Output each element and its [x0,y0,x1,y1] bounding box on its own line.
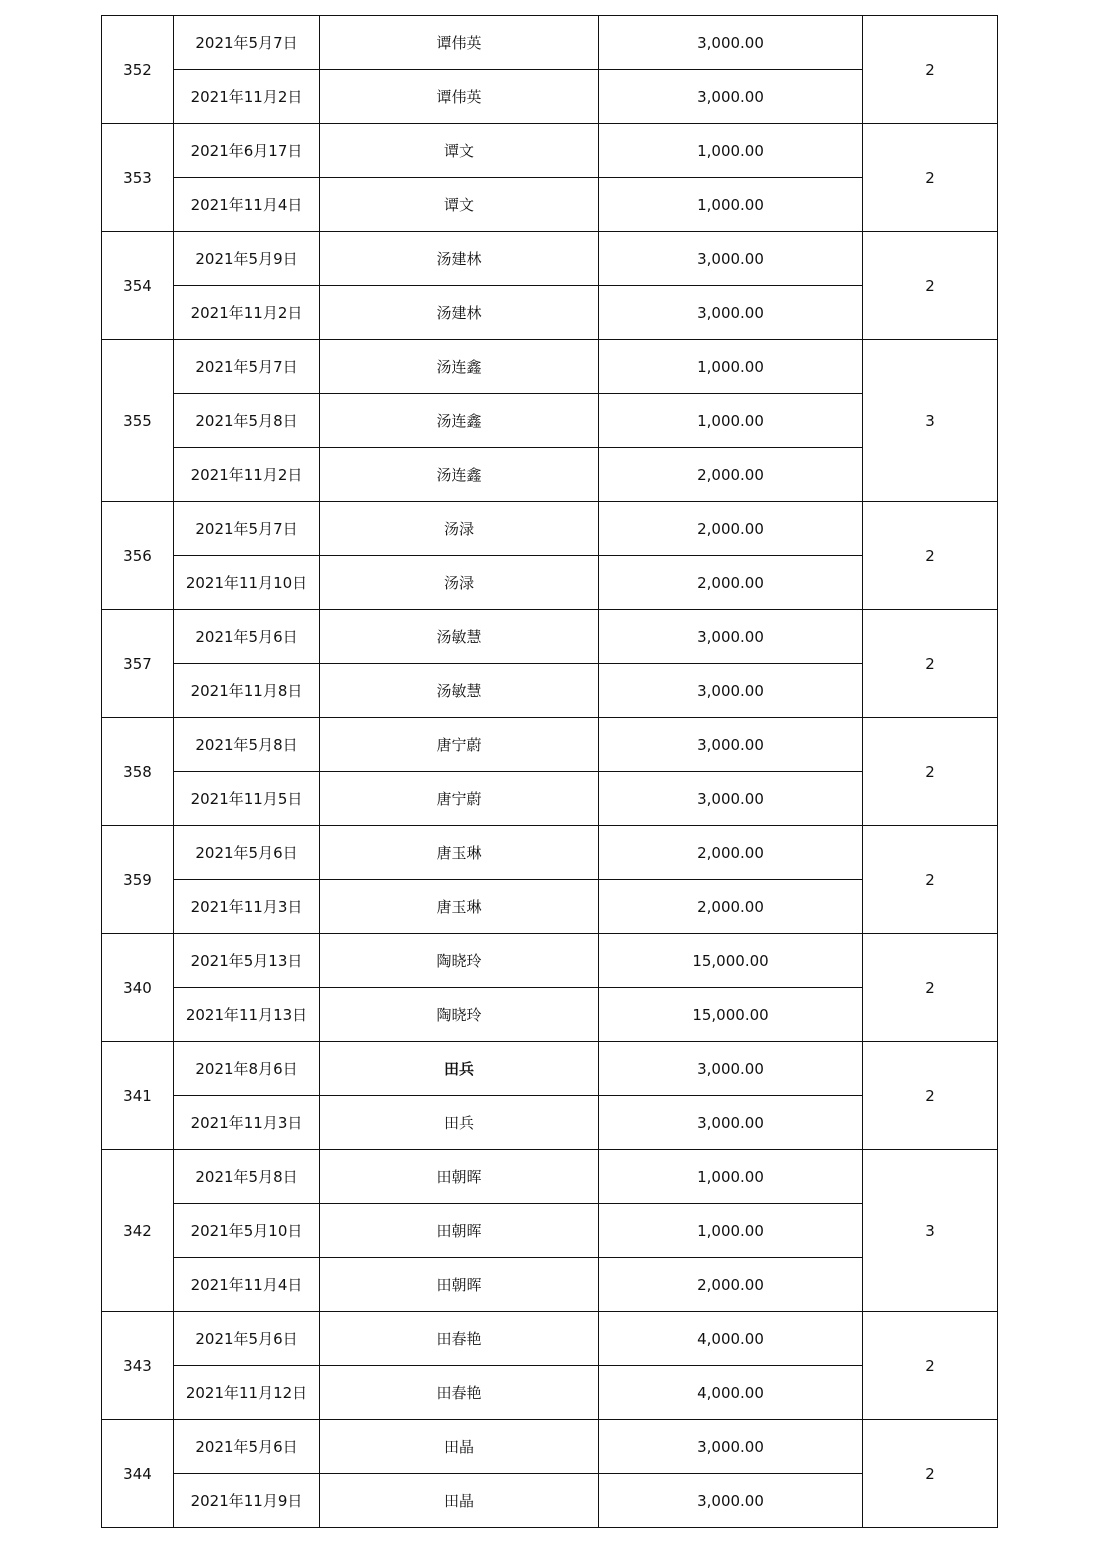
name-cell: 田春艳 [320,1312,599,1366]
amount-cell: 2,000.00 [599,448,863,502]
name-cell: 田朝晖 [320,1150,599,1204]
name-cell: 汤连鑫 [320,394,599,448]
amount-cell: 4,000.00 [599,1366,863,1420]
payment-count-cell: 2 [863,718,998,826]
date-cell: 2021年5月8日 [174,1150,320,1204]
name-cell: 谭文 [320,124,599,178]
amount-cell: 3,000.00 [599,718,863,772]
date-cell: 2021年5月8日 [174,394,320,448]
record-id-cell: 352 [102,16,174,124]
table-row [102,610,998,664]
record-id-cell: 354 [102,232,174,340]
record-table [101,15,998,1528]
date-cell: 2021年5月6日 [174,1312,320,1366]
date-cell: 2021年5月9日 [174,232,320,286]
payment-count-cell: 2 [863,610,998,718]
name-cell: 汤连鑫 [320,448,599,502]
table-row [102,826,998,880]
name-cell: 汤渌 [320,502,599,556]
name-cell: 田兵 [320,1096,599,1150]
date-cell: 2021年11月2日 [174,286,320,340]
amount-cell: 3,000.00 [599,772,863,826]
record-id-cell: 355 [102,340,174,502]
amount-cell: 2,000.00 [599,556,863,610]
amount-cell: 2,000.00 [599,826,863,880]
amount-cell: 3,000.00 [599,16,863,70]
table-row [102,124,998,178]
name-cell: 唐玉琳 [320,826,599,880]
table-row [102,1312,998,1366]
date-cell: 2021年11月9日 [174,1474,320,1528]
name-cell: 谭伟英 [320,16,599,70]
payment-count-cell: 2 [863,16,998,124]
amount-cell: 15,000.00 [599,934,863,988]
date-cell: 2021年11月8日 [174,664,320,718]
name-cell: 汤敏慧 [320,664,599,718]
payment-count-cell: 2 [863,502,998,610]
record-id-cell: 341 [102,1042,174,1150]
name-cell: 田兵 [320,1042,599,1096]
payment-count-cell: 2 [863,232,998,340]
amount-cell: 4,000.00 [599,1312,863,1366]
name-cell: 汤建林 [320,286,599,340]
date-cell: 2021年11月2日 [174,448,320,502]
date-cell: 2021年5月6日 [174,826,320,880]
name-cell: 汤建林 [320,232,599,286]
record-id-cell: 358 [102,718,174,826]
amount-cell: 3,000.00 [599,664,863,718]
payment-count-cell: 2 [863,1420,998,1528]
amount-cell: 1,000.00 [599,394,863,448]
table-row [102,340,998,394]
name-cell: 田朝晖 [320,1258,599,1312]
name-cell: 谭伟英 [320,70,599,124]
date-cell: 2021年5月7日 [174,340,320,394]
date-cell: 2021年8月6日 [174,1042,320,1096]
record-id-cell: 357 [102,610,174,718]
date-cell: 2021年5月10日 [174,1204,320,1258]
amount-cell: 3,000.00 [599,232,863,286]
amount-cell: 3,000.00 [599,610,863,664]
date-cell: 2021年11月2日 [174,70,320,124]
table-row [102,1042,998,1096]
payment-count-cell: 3 [863,1150,998,1312]
table-row [102,718,998,772]
date-cell: 2021年11月3日 [174,1096,320,1150]
date-cell: 2021年5月7日 [174,16,320,70]
name-cell: 汤连鑫 [320,340,599,394]
name-cell: 田晶 [320,1474,599,1528]
amount-cell: 1,000.00 [599,1150,863,1204]
name-cell: 田晶 [320,1420,599,1474]
date-cell: 2021年11月10日 [174,556,320,610]
table-row [102,16,998,70]
name-cell: 唐宁蔚 [320,718,599,772]
table-row [102,232,998,286]
date-cell: 2021年11月12日 [174,1366,320,1420]
amount-cell: 2,000.00 [599,1258,863,1312]
amount-cell: 1,000.00 [599,178,863,232]
record-id-cell: 359 [102,826,174,934]
date-cell: 2021年5月7日 [174,502,320,556]
record-id-cell: 342 [102,1150,174,1312]
payment-count-cell: 3 [863,340,998,502]
payment-count-cell: 2 [863,934,998,1042]
name-cell: 汤敏慧 [320,610,599,664]
amount-cell: 1,000.00 [599,124,863,178]
record-id-cell: 340 [102,934,174,1042]
date-cell: 2021年11月3日 [174,880,320,934]
date-cell: 2021年5月8日 [174,718,320,772]
record-id-cell: 343 [102,1312,174,1420]
date-cell: 2021年5月6日 [174,1420,320,1474]
table-row [102,502,998,556]
date-cell: 2021年11月4日 [174,178,320,232]
table-row [102,934,998,988]
amount-cell: 3,000.00 [599,70,863,124]
table-row [102,1150,998,1204]
name-cell: 田朝晖 [320,1204,599,1258]
amount-cell: 3,000.00 [599,286,863,340]
payment-count-cell: 2 [863,1312,998,1420]
date-cell: 2021年5月13日 [174,934,320,988]
date-cell: 2021年11月13日 [174,988,320,1042]
date-cell: 2021年11月5日 [174,772,320,826]
amount-cell: 3,000.00 [599,1474,863,1528]
name-cell: 陶晓玲 [320,934,599,988]
amount-cell: 2,000.00 [599,502,863,556]
name-cell: 谭文 [320,178,599,232]
date-cell: 2021年6月17日 [174,124,320,178]
amount-cell: 3,000.00 [599,1042,863,1096]
record-id-cell: 353 [102,124,174,232]
name-cell: 田春艳 [320,1366,599,1420]
name-cell: 唐玉琳 [320,880,599,934]
payment-count-cell: 2 [863,1042,998,1150]
payment-count-cell: 2 [863,826,998,934]
amount-cell: 1,000.00 [599,1204,863,1258]
name-cell: 唐宁蔚 [320,772,599,826]
amount-cell: 3,000.00 [599,1096,863,1150]
record-id-cell: 344 [102,1420,174,1528]
table-row [102,1420,998,1474]
payment-count-cell: 2 [863,124,998,232]
date-cell: 2021年5月6日 [174,610,320,664]
amount-cell: 15,000.00 [599,988,863,1042]
name-cell: 汤渌 [320,556,599,610]
amount-cell: 1,000.00 [599,340,863,394]
amount-cell: 2,000.00 [599,880,863,934]
record-table-body [102,16,998,1528]
record-id-cell: 356 [102,502,174,610]
amount-cell: 3,000.00 [599,1420,863,1474]
date-cell: 2021年11月4日 [174,1258,320,1312]
name-cell: 陶晓玲 [320,988,599,1042]
